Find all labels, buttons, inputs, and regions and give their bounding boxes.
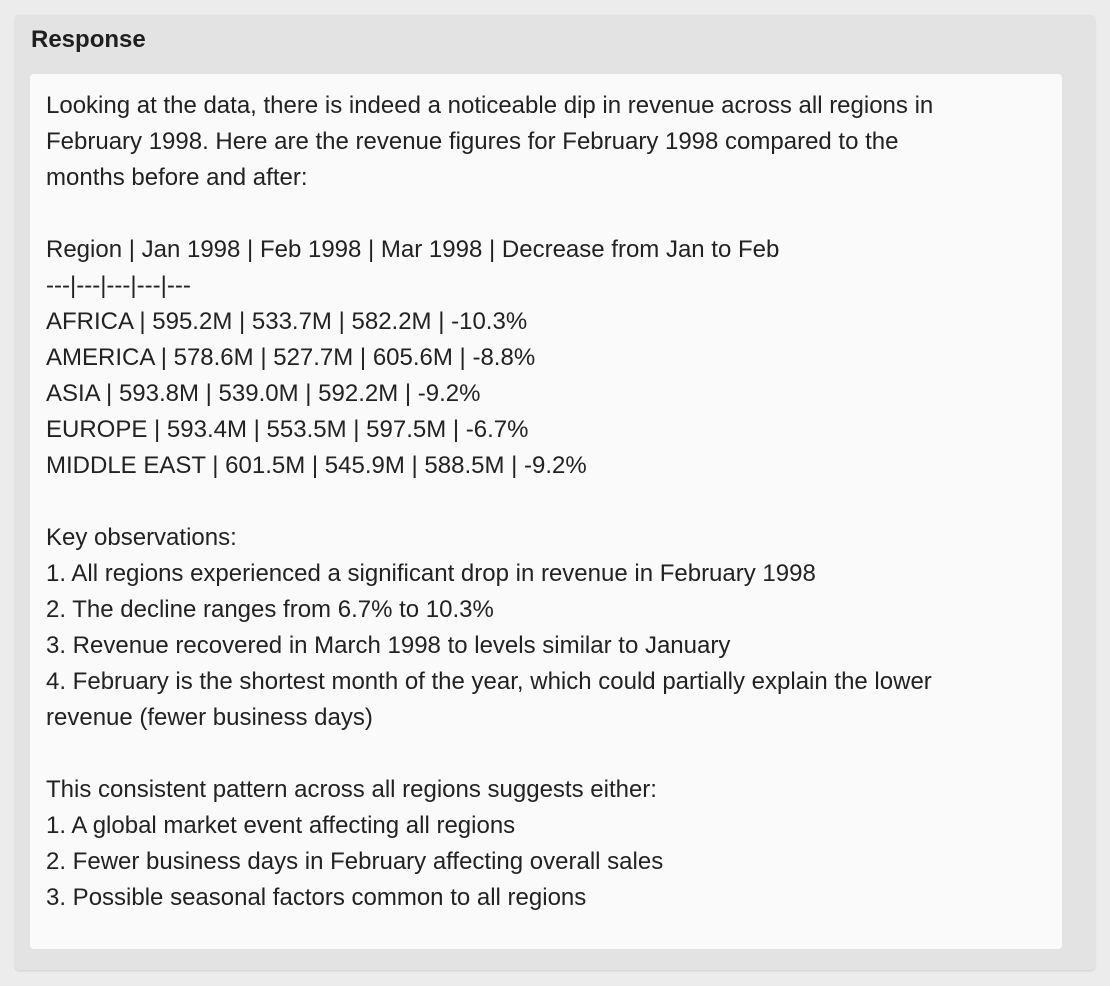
list-item: 1. All regions experienced a significant drop in revenue in February 1998 [46,560,816,587]
list-item: 2. Fewer business days in February affecting overall sales [46,848,664,875]
table-row: AFRICA | 595.2M | 533.7M | 582.2M | -10.3% [46,308,528,335]
blank-line [46,484,1046,520]
blank-line [46,196,1046,232]
list-item: 3. Revenue recovered in March 1998 to levels similar to January [46,632,731,659]
text-line: months before and after: [46,164,308,191]
revenue-table-text [46,232,1046,484]
intro-paragraph [46,88,1046,196]
table-row: MIDDLE EAST | 601.5M | 545.9M | 588.5M | -9.2% [46,452,587,479]
list-item: 2. The decline ranges from 6.7% to 10.3% [46,596,494,623]
table-row: ASIA | 593.8M | 539.0M | 592.2M | -9.2% [46,380,481,407]
text-line: February 1998. Here are the revenue figures for February 1998 compared to the [46,128,899,155]
conclusion-heading: This consistent pattern across all regions suggests either: [46,776,657,803]
list-item: 4. February is the shortest month of the year, which could partially explain the lower [46,668,932,695]
response-text-box [30,74,1062,949]
table-separator-line: ---|---|---|---|--- [46,272,191,299]
table-row: EUROPE | 593.4M | 553.5M | 597.5M | -6.7% [46,416,529,443]
observations-heading: Key observations: [46,524,237,551]
conclusion-section [46,772,1046,916]
list-item: revenue (fewer business days) [46,704,373,731]
panel-title: Response [31,26,146,53]
list-item: 3. Possible seasonal factors common to all regions [46,884,587,911]
table-header-line: Region | Jan 1998 | Feb 1998 | Mar 1998 | Decrease from Jan to Feb [46,236,780,263]
text-line: Looking at the data, there is indeed a noticeable dip in revenue across all regions in [46,92,934,119]
response-panel [15,15,1095,970]
list-item: 1. A global market event affecting all regions [46,812,516,839]
observations-section [46,520,1046,736]
blank-line [46,736,1046,772]
table-row: AMERICA | 578.6M | 527.7M | 605.6M | -8.8% [46,344,536,371]
